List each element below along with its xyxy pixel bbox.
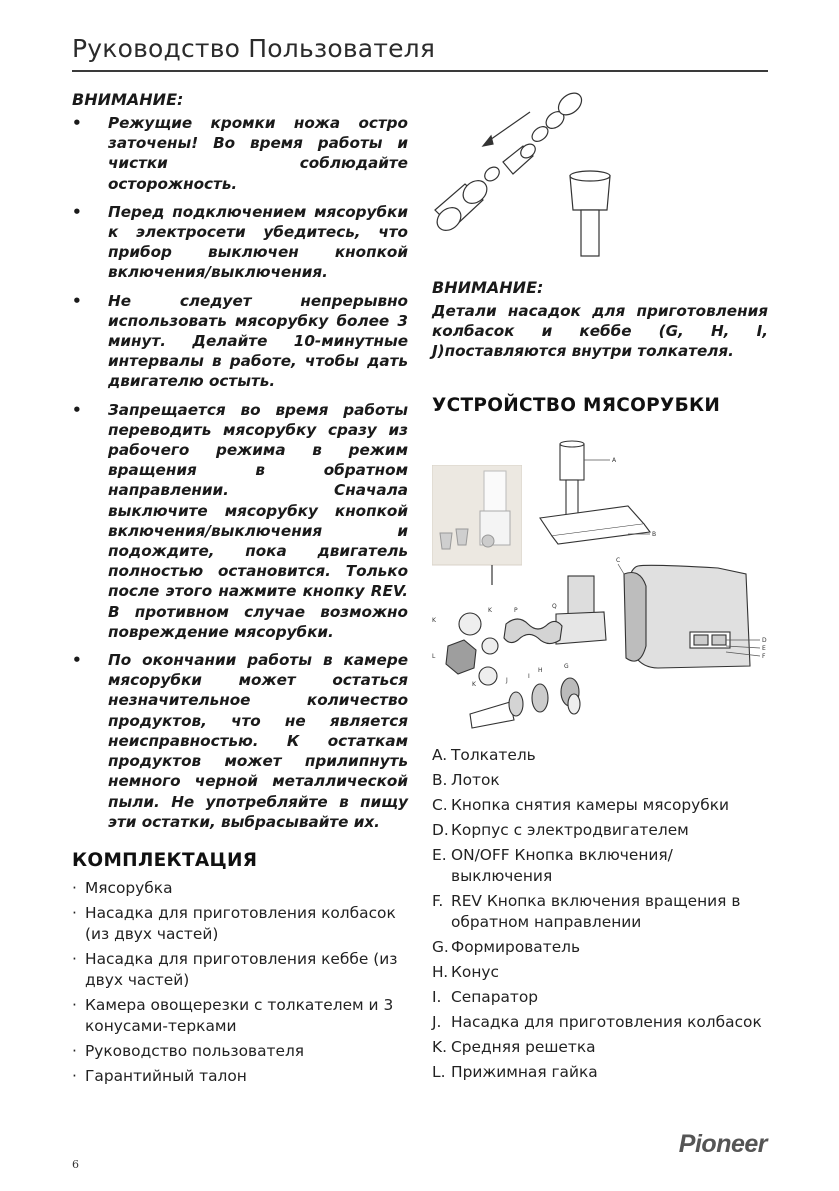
warning-item: [72, 400, 408, 642]
part-letter: H.: [432, 963, 449, 981]
part-text: Формирователь: [451, 938, 581, 956]
kit-item: [72, 1066, 412, 1087]
part-item: [432, 1012, 772, 1033]
label-d: D: [762, 637, 767, 644]
label-a: A: [612, 457, 617, 464]
kit-item-text: Мясорубка: [85, 879, 173, 897]
label-k-lower: K: [472, 681, 476, 688]
part-text: Конус: [451, 963, 499, 981]
part-item: [432, 745, 772, 766]
part-letter: C.: [432, 796, 448, 814]
part-item: [432, 937, 772, 958]
kit-marker: ·: [72, 996, 77, 1014]
part-text: Корпус с электродвигателем: [451, 821, 689, 839]
warning-item-text: Не следует непрерывно использовать мясорубку более 3 минут. Делайте 10-минутные интервалы в работе, чтобы дать двигателю остыть.: [108, 291, 408, 391]
warning-item: [72, 291, 408, 392]
part-text: Насадка для приготовления колбасок: [451, 1013, 762, 1031]
kit-item-text: Насадка для приготовления колбасок (из двух частей): [85, 904, 396, 943]
part-item: [432, 891, 772, 933]
header-divider: [72, 70, 768, 72]
parts-list: [432, 745, 772, 1087]
kit-marker: ·: [72, 1067, 77, 1085]
lock-nut-l: [446, 640, 476, 674]
kit-item-text: Гарантийный талон: [85, 1067, 247, 1085]
part-item: [432, 820, 772, 841]
part-item: [432, 962, 772, 983]
part-letter: I.: [432, 988, 442, 1006]
assembly-arrow-line: [487, 112, 530, 142]
label-k: K: [432, 617, 436, 624]
kit-item-text: Руководство пользователя: [85, 1042, 305, 1060]
kit-item-text: Насадка для приготовления кеббе (из двух частей): [85, 950, 398, 989]
label-e: E: [762, 645, 766, 652]
part-letter: F.: [432, 892, 444, 910]
warning-item-text: Запрещается во время работы переводить мясорубку сразу из рабочего режима в режим вращения в обратном направлении. Сначала выключите мясорубку кнопкой включения/выключения и подождите, пока двигатель полностью остановится. Только после этого нажмите кнопку REV. В противном случае возможно повреждение мясорубки.: [108, 400, 408, 641]
part-item: [432, 1062, 772, 1083]
bullet-marker: •: [72, 651, 82, 670]
kit-item: [72, 995, 412, 1037]
part-text: Средняя решетка: [451, 1038, 596, 1056]
kit-list: [72, 878, 412, 1091]
assembly-arrow-head: [483, 136, 493, 146]
warning-item-text: Режущие кромки ножа остро заточены! Во время работы и чистки соблюдайте осторожность.: [108, 114, 408, 193]
label-i: I: [528, 673, 530, 680]
separator-i: [532, 684, 548, 712]
label-l: L: [432, 653, 436, 660]
grinder-chamber: [568, 576, 594, 616]
mid-plate-k: [459, 613, 481, 635]
kit-marker: ·: [72, 950, 77, 968]
pusher-a: [560, 444, 584, 480]
part-letter: J.: [432, 1013, 442, 1031]
part-item: [432, 795, 772, 816]
part-text: Сепаратор: [451, 988, 539, 1006]
warning-title: ВНИМАНИЕ:: [72, 90, 184, 109]
part-text: REV Кнопка включения вращения в обратном направлении: [451, 892, 741, 931]
part-letter: L.: [432, 1063, 446, 1081]
part-text: ON/OFF Кнопка включения/выключения: [451, 846, 673, 885]
auger-p: [504, 619, 562, 644]
kit-marker: ·: [72, 904, 77, 922]
attachment-illustration: [425, 82, 645, 262]
part-text: Толкатель: [451, 746, 536, 764]
page-header-title: Руководство Пользователя: [72, 34, 436, 63]
warning-item: [72, 650, 408, 832]
warning-list: [72, 113, 408, 840]
label-f: F: [762, 653, 766, 660]
warning-item-text: Перед подключением мясорубки к электросети убедитесь, что прибор выключен кнопкой включения/выключения.: [108, 202, 408, 282]
kit-item: [72, 1041, 412, 1062]
bullet-marker: •: [72, 114, 82, 132]
warning-title-right: ВНИМАНИЕ:: [432, 278, 544, 297]
part-letter: B.: [432, 771, 448, 789]
warning-item: [72, 113, 408, 194]
label-p: P: [514, 607, 518, 614]
part-letter: G.: [432, 938, 449, 956]
part-letter: K.: [432, 1038, 447, 1056]
label-g: G: [564, 663, 569, 670]
part-text: Прижимная гайка: [451, 1063, 598, 1081]
bullet-marker: •: [72, 400, 82, 419]
label-q: Q: [552, 603, 557, 610]
brand-logo: Pioneer: [678, 1130, 767, 1158]
part-item: [432, 845, 772, 887]
kit-section-title: КОМПЛЕКТАЦИЯ: [72, 850, 258, 871]
label-h: H: [538, 667, 543, 674]
warning-item-text: По окончании работы в камере мясорубки может остаться незначительное количество продуктов, что не является неисправностью. К остаткам продуктов может прилипнуть немного черной металлической пыли. Не употребляйте в пищу эти остатки, выбрасывайте их.: [108, 651, 408, 831]
kit-item: [72, 903, 412, 945]
kit-item-text: Камера овощерезки с толкателем и 3 конусами-терками: [85, 996, 394, 1035]
warning-item: [72, 202, 408, 283]
bullet-marker: •: [72, 291, 82, 310]
part-text: Лоток: [451, 771, 500, 789]
small-ring: [482, 164, 502, 183]
label-c: C: [616, 557, 621, 564]
kit-marker: ·: [72, 879, 77, 897]
kit-item: [72, 949, 412, 991]
pusher-shaft: [581, 210, 599, 256]
kit-item: [72, 878, 412, 899]
part-letter: E.: [432, 846, 447, 864]
part-item: [432, 987, 772, 1008]
sausage-nozzle-j: [470, 702, 514, 728]
label-k-top: K: [488, 607, 492, 614]
part-text: Кнопка снятия камеры мясорубки: [451, 796, 730, 814]
part-letter: D.: [432, 821, 449, 839]
page-number: 6: [72, 1158, 79, 1171]
label-b: B: [652, 531, 657, 538]
grinder-exploded-diagram: [428, 436, 773, 736]
bullet-marker: •: [72, 202, 82, 221]
warning-text-right: Детали насадок для приготовления колбасок и кеббе (G, H, I, J)поставляются внутри толкателя.: [432, 302, 768, 361]
part-item: [432, 1037, 772, 1058]
device-section-title: УСТРОЙСТВО МЯСОРУБКИ: [432, 395, 721, 416]
kit-marker: ·: [72, 1042, 77, 1060]
part-item: [432, 770, 772, 791]
label-j: J: [506, 677, 508, 684]
part-letter: A.: [432, 746, 448, 764]
